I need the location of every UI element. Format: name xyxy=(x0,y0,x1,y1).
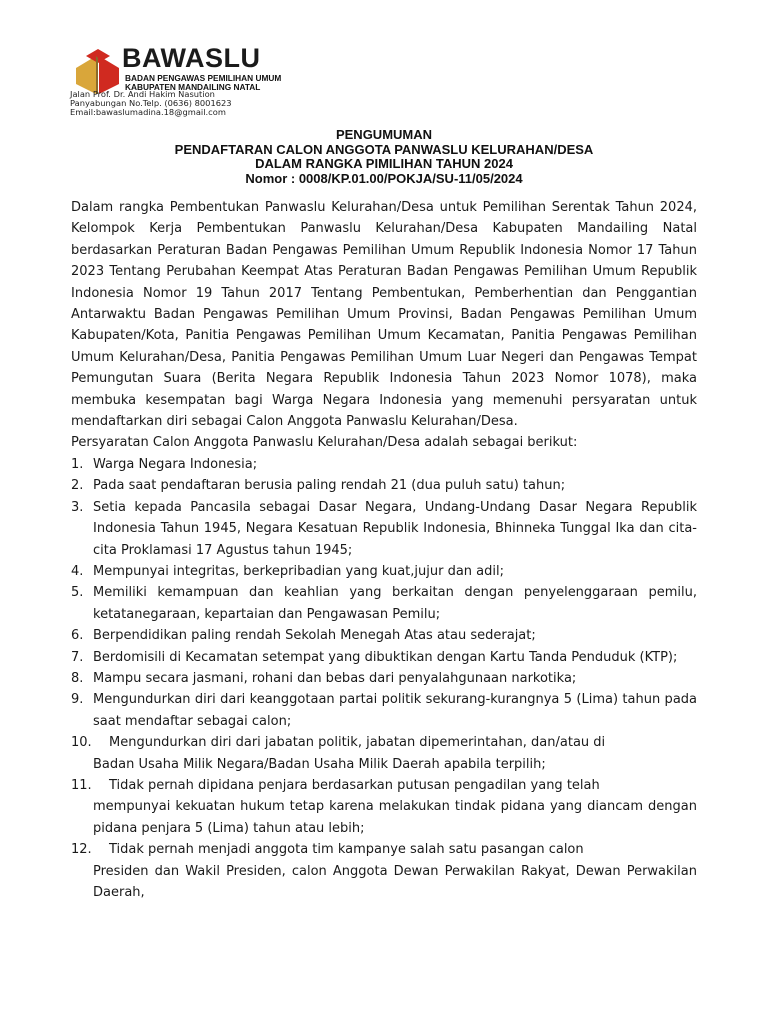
item-text: Mempunyai integritas, berkepribadian yang kuat,jujur dan adil; xyxy=(93,563,504,579)
requirements-list xyxy=(71,454,697,904)
heading-number: Nomor : 0008/KP.01.00/POKJA/SU-11/05/2024 xyxy=(245,170,523,186)
item-text-continuation: mempunyai kekuatan hukum tetap karena melakukan tindak pidana yang diancam dengan pidana penjara 5 (Lima) tahun atau lebih; xyxy=(93,799,697,836)
heading-context: DALAM RANGKA PIMILIHAN TAHUN 2024 xyxy=(255,156,513,171)
list-item xyxy=(71,732,697,775)
item-number: 5. xyxy=(71,585,84,601)
item-number: 10. xyxy=(71,735,92,751)
brand-name: BAWASLU xyxy=(122,43,261,73)
item-text-first-line: Mengundurkan diri dari jabatan politik, jabatan dipemerintahan, dan/atau di xyxy=(109,735,606,751)
item-text: Pada saat pendaftaran berusia paling rendah 21 (dua puluh satu) tahun; xyxy=(93,478,566,494)
list-item xyxy=(71,775,697,839)
list-item xyxy=(71,689,697,732)
list-item xyxy=(71,561,697,582)
list-item xyxy=(71,668,697,689)
announcement-heading xyxy=(0,128,768,186)
list-item xyxy=(71,625,697,646)
list-item xyxy=(71,582,697,625)
list-item xyxy=(71,647,697,668)
item-text: Mampu secara jasmani, rohani dan bebas dari penyalahgunaan narkotika; xyxy=(93,670,577,686)
requirements-intro: Persyaratan Calon Anggota Panwaslu Kelurahan/Desa adalah sebagai berikut: xyxy=(71,435,578,451)
list-item xyxy=(71,475,697,496)
announcement-body xyxy=(71,197,697,903)
brand-subtitle-line2: KABUPATEN MANDAILING NATAL xyxy=(125,82,261,92)
list-item xyxy=(71,839,697,903)
letterhead xyxy=(70,42,390,120)
item-number: 8. xyxy=(71,670,84,686)
address-line1: Jalan Prof. Dr. Andi Hakim Nasution xyxy=(70,89,215,99)
item-number: 12. xyxy=(71,842,92,858)
intro-paragraph: Dalam rangka Pembentukan Panwaslu Kelurahan/Desa untuk Pemilihan Serentak Tahun 2024, Kelompok Kerja Pembentukan Panwaslu Kelurahan/Desa Kabupaten Mandailing Natal berdasarkan Peraturan Badan Pengawas Pemilihan Umum Republik Indonesia Nomor 17 Tahun 2023 Tentang Perubahan Keempat Atas Peraturan Badan Pengawas Pemilihan Umum Republik Indonesia Nomor 19 Tahun 2017 Tentang Pembentukan, Pemberhentian dan Penggantian Antarwaktu Badan Pengawas Pemilihan Umum Provinsi, Badan Pengawas Pemilihan Umum Kabupaten/Kota, Panitia Pengawas Pemilihan Umum Kecamatan, Panitia Pengawas Pemilihan Umum Kelurahan/Desa, Panitia Pengawas Pemilihan Umum Luar Negeri dan Pengawas Tempat Pemungutan Suara (Berita Negara Republik Indonesia Tahun 2023 Nomor 1078), maka membuka kesempatan bagi Warga Negara Indonesia yang memenuhi persyaratan untuk mendaftarkan diri sebagai Calon Anggota Panwaslu Kelurahan/Desa. xyxy=(71,200,697,430)
item-number: 2. xyxy=(71,478,84,494)
address-line2: Panyabungan No.Telp. (0636) 8001623 xyxy=(70,98,232,108)
list-item xyxy=(71,497,697,561)
item-number: 11. xyxy=(71,777,92,793)
heading-title: PENGUMUMAN xyxy=(335,127,433,142)
address-line3: Email:bawaslumadina.18@gmail.com xyxy=(70,107,226,117)
item-text-first-line: Tidak pernah dipidana penjara berdasarkan putusan pengadilan yang telah xyxy=(109,777,600,793)
item-text: Memiliki kemampuan dan keahlian yang berkaitan dengan penyelenggaraan pemilu, ketatanegaraan, kepartaian dan Pengawasan Pemilu; xyxy=(93,585,697,622)
item-text: Berpendidikan paling rendah Sekolah Menegah Atas atau sederajat; xyxy=(93,628,536,644)
item-text: Mengundurkan diri dari keanggotaan partai politik sekurang-kurangnya 5 (Lima) tahun pada saat mendaftar sebagai calon; xyxy=(93,692,697,729)
item-number: 9. xyxy=(71,692,84,708)
item-text-first-line: Tidak pernah menjadi anggota tim kampanye salah satu pasangan calon xyxy=(109,842,584,858)
item-number: 1. xyxy=(71,456,84,472)
heading-subtitle: PENDAFTARAN CALON ANGGOTA PANWASLU KELURAHAN/DESA xyxy=(174,141,594,157)
item-text: Berdomisili di Kecamatan setempat yang dibuktikan dengan Kartu Tanda Penduduk (KTP); xyxy=(93,649,678,665)
item-number: 3. xyxy=(71,499,84,515)
item-number: 4. xyxy=(71,563,84,579)
item-text-continuation: Presiden dan Wakil Presiden, calon Anggota Dewan Perwakilan Rakyat, Dewan Perwakilan Daerah, xyxy=(93,863,697,900)
item-text-continuation: Badan Usaha Milik Negara/Badan Usaha Milik Daerah apabila terpilih; xyxy=(93,756,546,772)
item-text: Setia kepada Pancasila sebagai Dasar Negara, Undang-Undang Dasar Negara Republik Indonesia Tahun 1945, Negara Kesatuan Republik Indonesia, Bhinneka Tunggal Ika dan cita-cita Proklamasi 17 Agustus tahun 1945; xyxy=(93,499,697,558)
item-text: Warga Negara Indonesia; xyxy=(93,456,258,472)
brand-subtitle-line1: BADAN PENGAWAS PEMILIHAN UMUM xyxy=(125,73,282,83)
item-number: 6. xyxy=(71,628,84,644)
item-number: 7. xyxy=(71,649,84,665)
list-item xyxy=(71,454,697,475)
